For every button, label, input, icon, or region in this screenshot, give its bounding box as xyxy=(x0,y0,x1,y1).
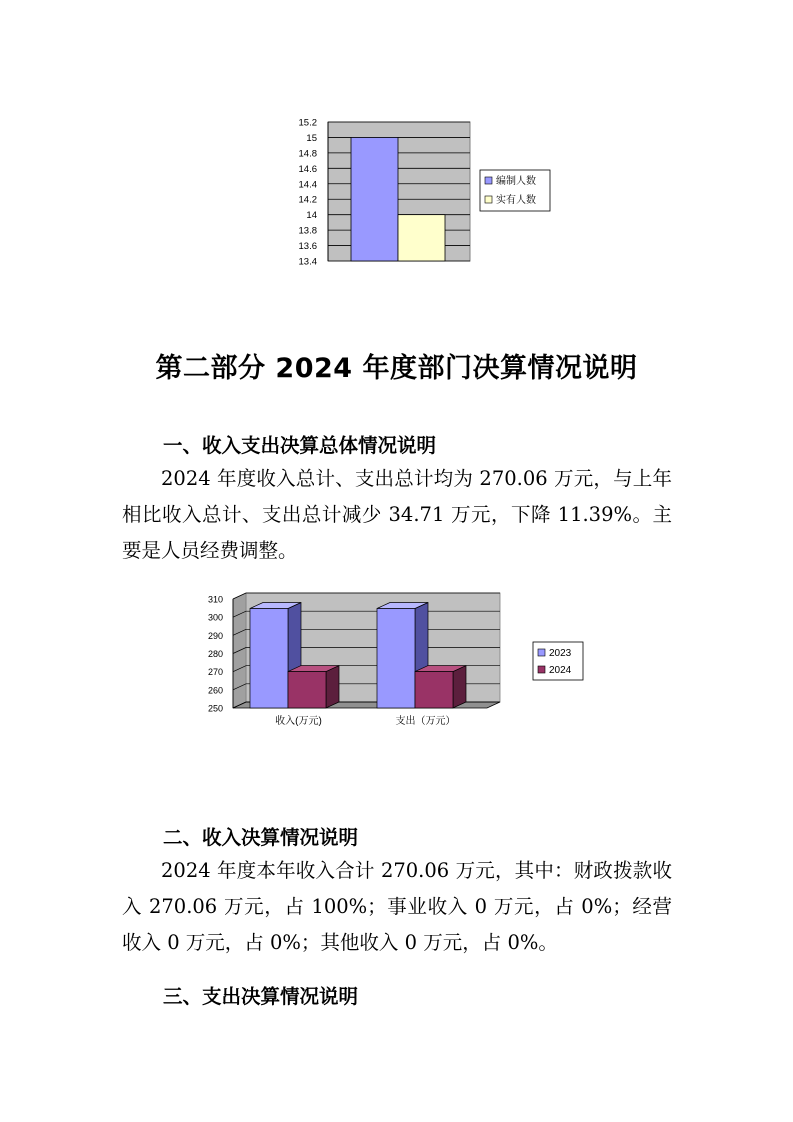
income-expense-chart-svg xyxy=(195,585,595,735)
legend-swatch xyxy=(538,666,545,673)
column-side xyxy=(326,666,339,708)
y-tick-label: 13.8 xyxy=(298,225,317,237)
y-tick-label: 290 xyxy=(207,630,223,641)
x-tick-label: 收入(万元) xyxy=(275,716,322,727)
y-tick-label: 14.4 xyxy=(298,179,317,191)
legend-label: 2024 xyxy=(549,665,572,676)
y-tick-label: 13.6 xyxy=(298,241,317,253)
part-title: 第二部分 2024 年度部门决算情况说明 xyxy=(155,353,638,384)
section-heading-3: 三、支出决算情况说明 xyxy=(163,985,359,1008)
bar-1 xyxy=(351,137,398,261)
y-tick-label: 15 xyxy=(306,132,317,144)
staffing-chart-svg xyxy=(285,112,555,272)
income-expense-chart xyxy=(195,585,595,735)
legend-label: 实有人数 xyxy=(496,195,536,206)
legend-swatch xyxy=(485,196,492,203)
y-tick-label: 14 xyxy=(306,210,317,222)
x-tick-label: 支出（万元） xyxy=(395,716,456,727)
legend-swatch xyxy=(485,177,492,184)
y-tick-label: 250 xyxy=(207,703,223,714)
staffing-chart xyxy=(285,112,555,272)
legend-swatch xyxy=(538,649,545,656)
column-2024 xyxy=(288,672,326,708)
y-tick-label: 14.6 xyxy=(298,163,317,175)
y-tick-label: 14.2 xyxy=(298,194,317,206)
section-body-1: 2024 年度收入总计、支出总计均为 270.06 万元，与上年相比收入总计、支出总计减少 34.71 万元，下降 11.39%。主要是人员经费调整。 xyxy=(122,467,672,562)
legend-label: 2023 xyxy=(549,648,572,659)
column-side xyxy=(453,666,466,708)
legend-label: 编制人数 xyxy=(496,176,536,187)
section-heading-2: 二、收入决算情况说明 xyxy=(163,826,359,849)
y-tick-label: 280 xyxy=(207,649,223,659)
column-2023 xyxy=(250,609,288,708)
section-heading-1: 一、收入支出决算总体情况说明 xyxy=(163,434,437,457)
y-tick-label: 13.4 xyxy=(298,256,317,268)
y-tick-label: 14.8 xyxy=(298,148,317,160)
section-body-2: 2024 年度本年收入合计 270.06 万元，其中：财政拨款收入 270.06 万元，占 100%；事业收入 0 万元，占 0%；经营收入 0 万元，占 0%；其他收入 0 万元，占 0%。 xyxy=(122,859,672,954)
y-tick-label: 15.2 xyxy=(298,117,317,129)
y-tick-label: 310 xyxy=(207,594,223,605)
y-tick-label: 300 xyxy=(207,612,223,623)
column-2023 xyxy=(377,609,415,708)
y-tick-label: 260 xyxy=(207,685,223,696)
column-2024 xyxy=(415,672,453,708)
bar-2 xyxy=(398,215,445,261)
y-tick-label: 270 xyxy=(207,667,223,678)
